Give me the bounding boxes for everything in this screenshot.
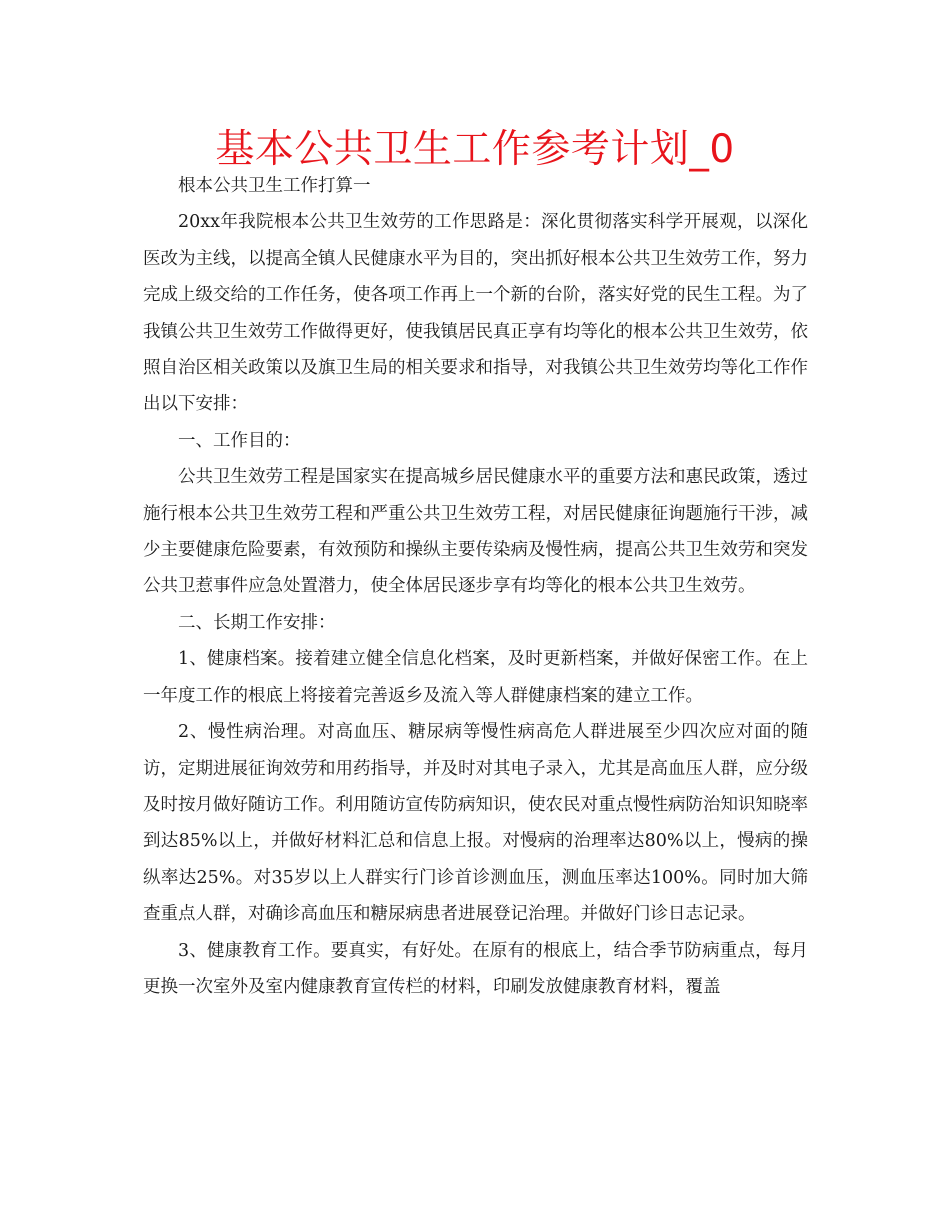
document-title: 基本公共卫生工作参考计划_0 bbox=[215, 127, 735, 172]
document-body bbox=[143, 168, 808, 1005]
paragraph-goal: 公共卫生效劳工程是国家实在提高城乡居民健康水平的重要方法和惠民政策，透过施行根本公共卫生效劳工程和严重公共卫生效劳工程，对居民健康征询题施行干涉，减少主要健康危险要素，有效预防和操纵主要传染病及慢性病，提高公共卫生效劳和突发公共卫惹事件应急处置潜力，使全体居民逐步享有均等化的根本公共卫生效劳。 bbox=[143, 467, 808, 597]
section-heading-plan: 二、长期工作安排： bbox=[178, 612, 336, 633]
document-subtitle: 根本公共卫生工作打算一 bbox=[178, 176, 371, 196]
paragraph-intro: 20xx年我院根本公共卫生效劳的工作思路是：深化贯彻落实科学开展观，以深化医改为主线，以提高全镇人民健康水平为目的，突出抓好根本公共卫生效劳工作，努力完成上级交给的工作任务，使各项工作再上一个新的台阶，落实好党的民生工程。为了我镇公共卫生效劳工作做得更好，使我镇居民真正享有均等化的根本公共卫生效劳，依照自治区相关政策以及旗卫生局的相关要求和指导，对我镇公共卫生效劳均等化工作作出以下安排： bbox=[143, 212, 808, 415]
paragraph-chronic-disease: 2、慢性病治理。对高血压、糖尿病等慢性病高危人群进展至少四次应对面的随访，定期进展征询效劳和用药指导，并及时对其电子录入，尤其是高血压人群，应分级及时按月做好随访工作。利用随访宣传防病知识，使农民对重点慢性病防治知识知晓率到达85%以上，并做好材料汇总和信息上报。对慢病的治理率达80%以上，慢病的操纵率达25%。对35岁以上人群实行门诊首诊测血压，测血压率达100%。同时加大筛查重点人群，对确诊高血压和糖尿病患者进展登记治理。并做好门诊日志记录。 bbox=[143, 722, 808, 925]
paragraph-health-education: 3、健康教育工作。要真实，有好处。在原有的根底上，结合季节防病重点，每月更换一次室外及室内健康教育宣传栏的材料，印刷发放健康教育材料，覆盖 bbox=[143, 940, 808, 997]
section-heading-goal: 一、工作目的： bbox=[178, 430, 301, 451]
paragraph-health-records: 1、健康档案。接着建立健全信息化档案，及时更新档案，并做好保密工作。在上一年度工作的根底上将接着完善返乡及流入等人群健康档案的建立工作。 bbox=[143, 649, 808, 706]
